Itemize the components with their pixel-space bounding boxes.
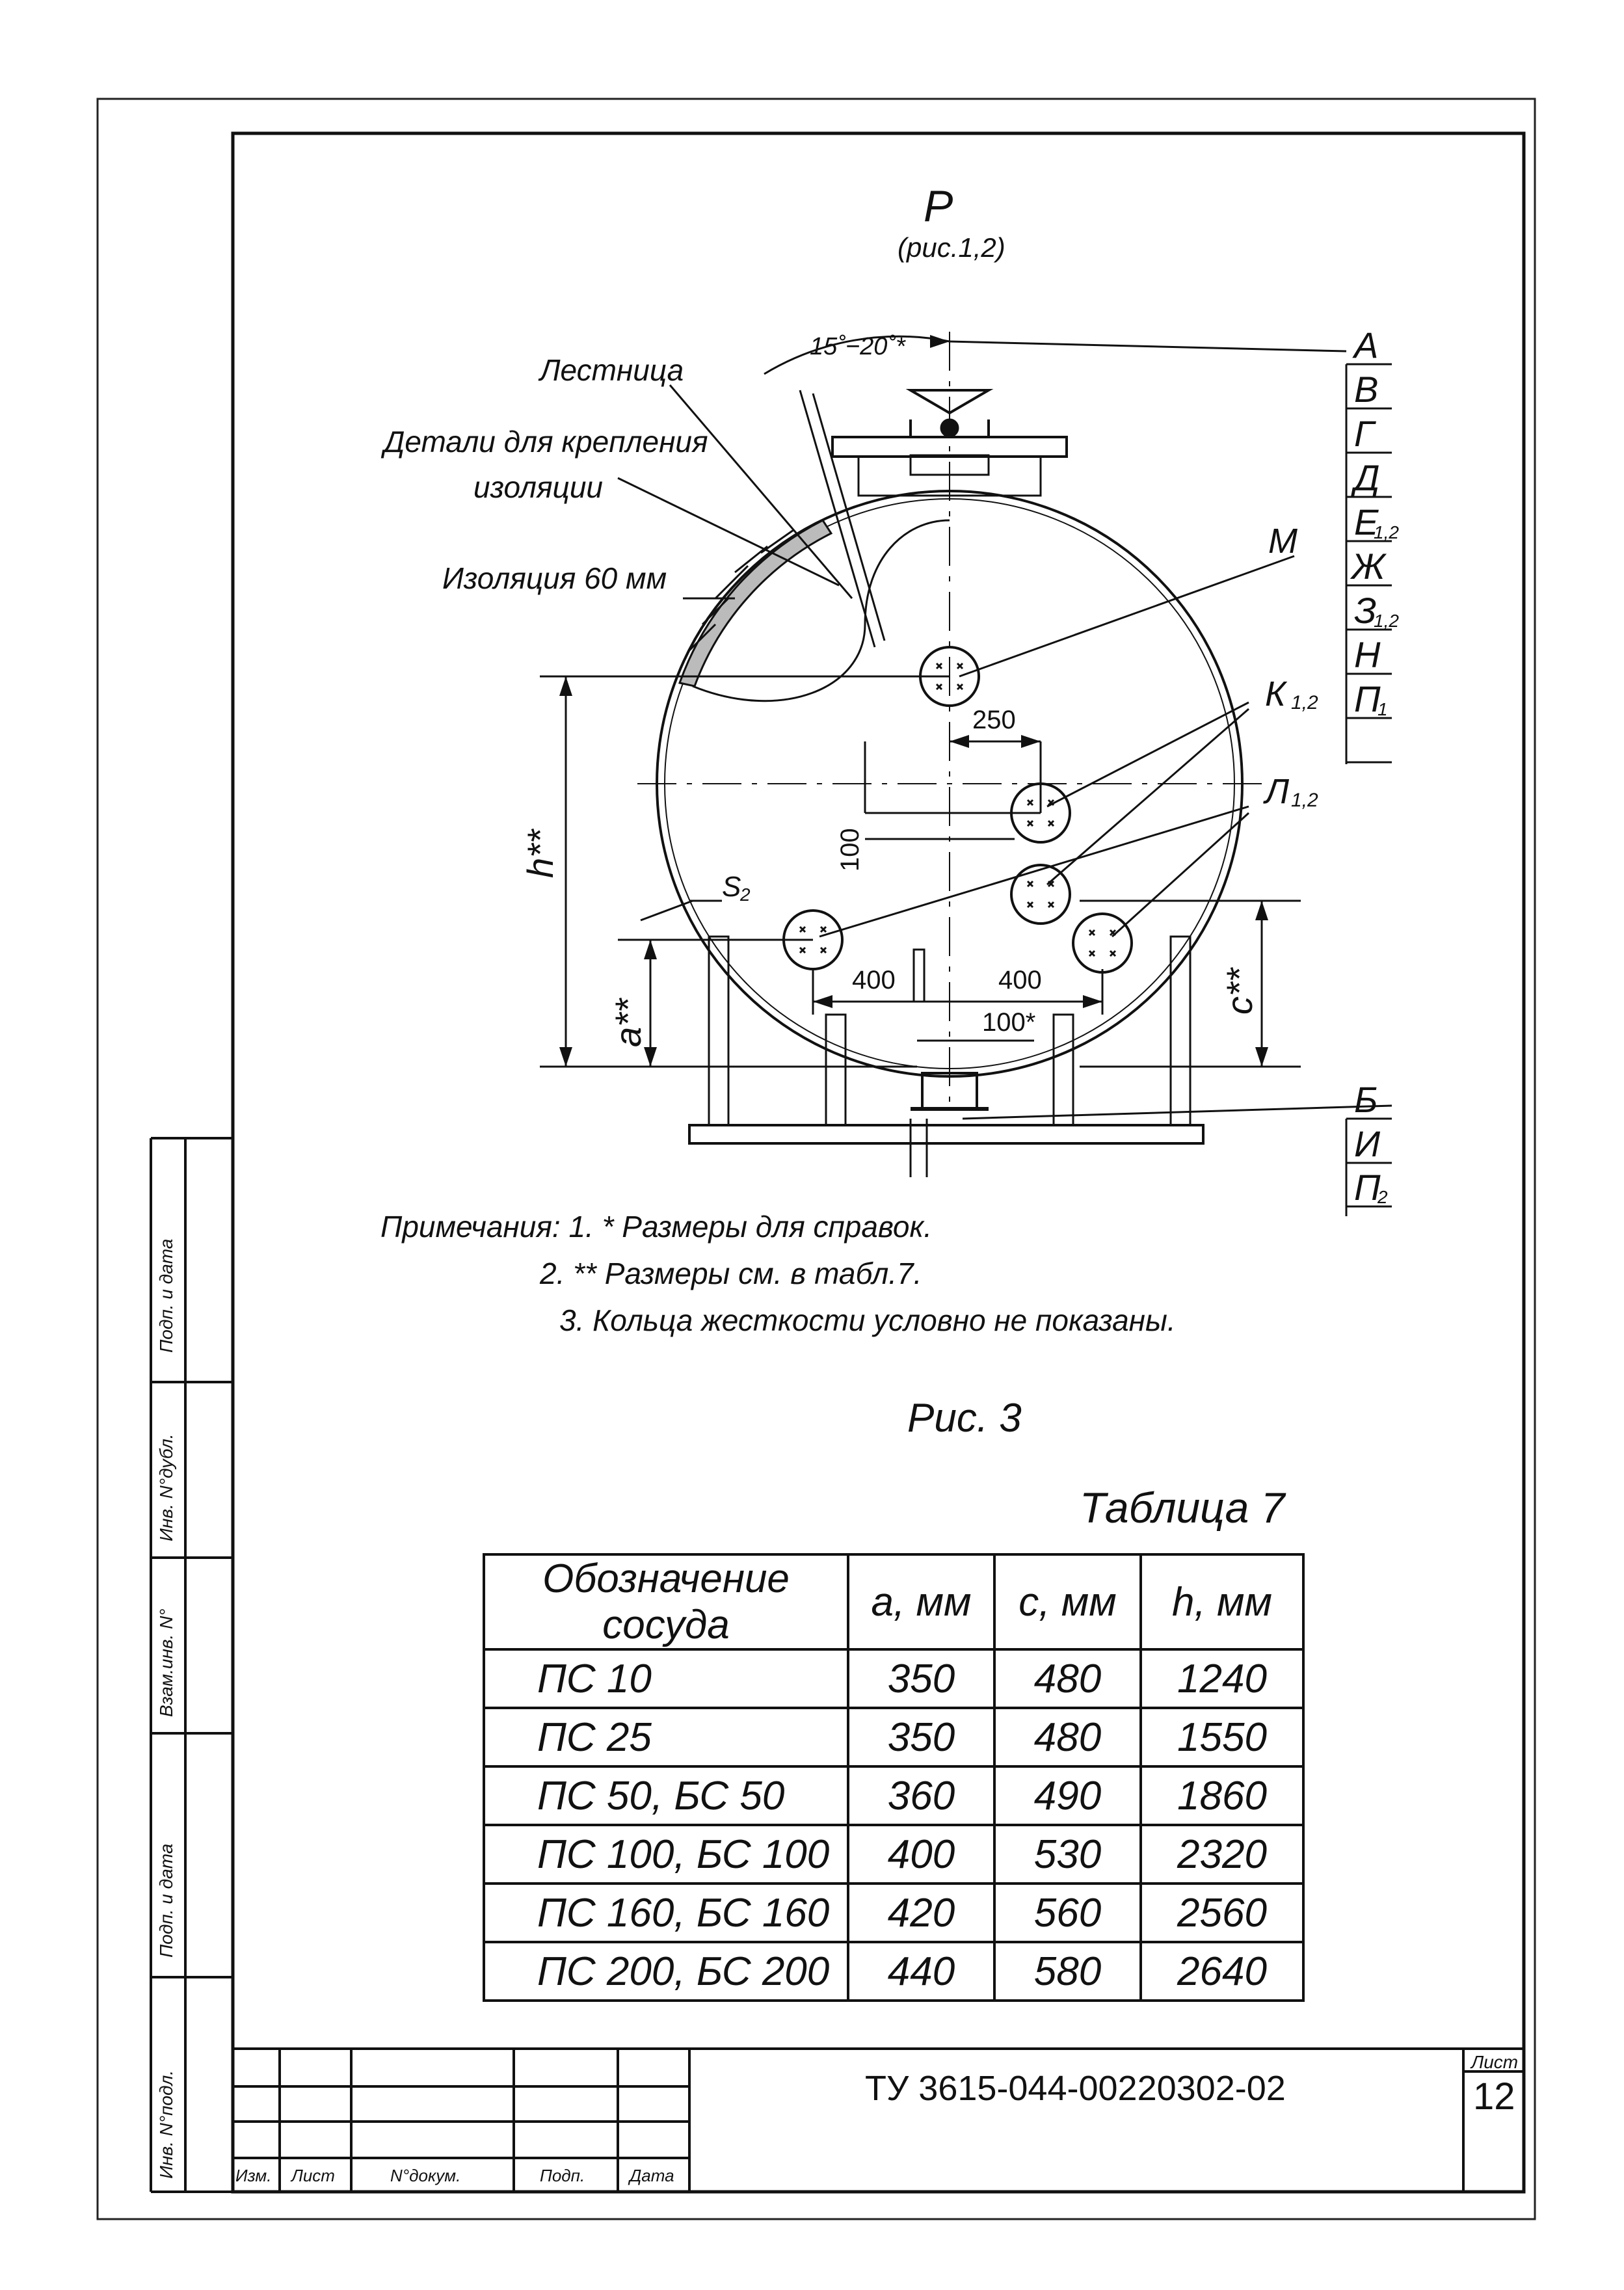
cell-h: 1550 xyxy=(1141,1708,1303,1766)
side-stamp-2: Инв. N°дубл. xyxy=(156,1433,176,1541)
note-1: Примечания: 1. * Размеры для справок. xyxy=(380,1210,933,1244)
letter-p1-sub: 1 xyxy=(1378,699,1388,719)
table-row xyxy=(484,1766,1303,1825)
table-header-row xyxy=(484,1554,1303,1649)
callout-l: Л xyxy=(1265,772,1290,811)
cell-name: ПС 25 xyxy=(484,1708,848,1766)
header-a: a, мм xyxy=(848,1554,994,1649)
cell-c: 580 xyxy=(994,1942,1141,2001)
cell-a: 350 xyxy=(848,1708,994,1766)
cell-h: 1860 xyxy=(1141,1766,1303,1825)
nozzle-flanges xyxy=(784,647,1132,972)
dim-s2: S xyxy=(722,871,741,903)
dim-c: c** xyxy=(1219,968,1260,1015)
col-date: Дата xyxy=(630,2166,674,2185)
side-stamp-4: Подп. и дата xyxy=(156,1843,176,1958)
angle-label: 15˚−20˚* xyxy=(810,333,905,360)
letter-d: Д xyxy=(1354,457,1380,498)
cell-name: ПС 100, БС 100 xyxy=(484,1825,848,1884)
letter-b: Б xyxy=(1354,1079,1378,1120)
cell-name: ПС 50, БС 50 xyxy=(484,1766,848,1825)
cell-c: 480 xyxy=(994,1649,1141,1708)
cell-c: 480 xyxy=(994,1708,1141,1766)
col-docnum: N°докум. xyxy=(390,2166,461,2185)
sheet-number: 12 xyxy=(1473,2075,1515,2118)
letter-z-sub: 1,2 xyxy=(1374,611,1399,631)
callout-k: К xyxy=(1265,674,1286,713)
nozzle-l2 xyxy=(1073,914,1132,972)
fasteners-label-1: Детали для крепления xyxy=(384,425,708,459)
dim-s2-sub: 2 xyxy=(740,885,751,905)
table-row xyxy=(484,1825,1303,1884)
cell-a: 440 xyxy=(848,1942,994,2001)
view-subtitle: (рис.1,2) xyxy=(898,232,1005,263)
fasteners-label-2: изоляции xyxy=(473,470,604,504)
cell-c: 560 xyxy=(994,1884,1141,1942)
dim-400-left: 400 xyxy=(852,966,896,994)
letter-p2: П xyxy=(1354,1167,1381,1208)
col-sign: Подп. xyxy=(540,2166,585,2185)
letter-n: Н xyxy=(1354,634,1381,675)
letter-e-sub: 1,2 xyxy=(1374,522,1399,542)
cell-a: 360 xyxy=(848,1766,994,1825)
view-title: Р xyxy=(924,181,953,231)
cell-h: 2560 xyxy=(1141,1884,1303,1942)
letters-top xyxy=(1350,325,1399,719)
table-row xyxy=(484,1649,1303,1708)
cell-h: 1240 xyxy=(1141,1649,1303,1708)
letter-e: Е xyxy=(1354,501,1379,542)
dim-400-right: 400 xyxy=(998,966,1042,994)
callout-m: М xyxy=(1268,522,1298,561)
cell-h: 2640 xyxy=(1141,1942,1303,2001)
table-row xyxy=(484,1708,1303,1766)
insulation-label: Изоляция 60 мм xyxy=(442,561,667,595)
cell-c: 530 xyxy=(994,1825,1141,1884)
notes xyxy=(380,1203,1176,1344)
dim-a: a** xyxy=(607,998,648,1047)
cell-c: 490 xyxy=(994,1766,1141,1825)
letter-a: А xyxy=(1354,325,1379,366)
cell-h: 2320 xyxy=(1141,1825,1303,1884)
vessel-drawing xyxy=(637,332,1262,1177)
bolt-marks xyxy=(800,663,1115,956)
side-stamp-3: Взам.инв. N° xyxy=(156,1608,176,1717)
callout-l-sub: 1,2 xyxy=(1291,790,1318,811)
letter-p2-sub: 2 xyxy=(1378,1187,1388,1207)
cell-a: 420 xyxy=(848,1884,994,1942)
ladder-label: Лестница xyxy=(540,353,684,387)
table-row xyxy=(484,1884,1303,1942)
dim-250: 250 xyxy=(972,706,1016,734)
sheet-label: Лист xyxy=(1471,2052,1519,2072)
letter-i: И xyxy=(1354,1123,1381,1164)
figure-caption: Рис. 3 xyxy=(907,1396,1022,1441)
header-h: h, мм xyxy=(1141,1554,1303,1649)
header-vessel: Обозначение сосуда xyxy=(484,1554,848,1649)
table-title: Таблица 7 xyxy=(1080,1484,1285,1532)
col-list: Лист xyxy=(291,2166,335,2185)
table-row xyxy=(484,1942,1303,2001)
cell-name: ПС 10 xyxy=(484,1649,848,1708)
side-stamp-1: Подп. и дата xyxy=(156,1238,176,1353)
dim-h: h** xyxy=(520,829,561,878)
dim-100-vertical: 100 xyxy=(836,828,864,872)
cell-name: ПС 200, БС 200 xyxy=(484,1942,848,2001)
letter-g: Г xyxy=(1354,413,1374,454)
letters-bottom xyxy=(1354,1079,1388,1208)
dimensions-table xyxy=(483,1553,1305,2002)
document-code: ТУ 3615-044-00220302-02 xyxy=(865,2069,1286,2108)
cell-a: 400 xyxy=(848,1825,994,1884)
callout-k-sub: 1,2 xyxy=(1291,692,1318,713)
header-c: c, мм xyxy=(994,1554,1141,1649)
cell-name: ПС 160, БС 160 xyxy=(484,1884,848,1942)
cell-a: 350 xyxy=(848,1649,994,1708)
side-stamp-5: Инв. N°подл. xyxy=(156,2070,176,2179)
col-izm: Изм. xyxy=(235,2166,272,2185)
dim-100-star: 100* xyxy=(982,1008,1036,1037)
letter-p1: П xyxy=(1354,678,1381,719)
nozzle-k2 xyxy=(1011,865,1070,924)
note-2: 2. ** Размеры см. в табл.7. xyxy=(540,1257,922,1290)
note-3: 3. Кольца жесткости условно не показаны. xyxy=(559,1303,1176,1337)
letter-zh: Ж xyxy=(1351,546,1385,587)
letter-v: В xyxy=(1354,369,1379,410)
letter-z: З xyxy=(1354,590,1377,631)
